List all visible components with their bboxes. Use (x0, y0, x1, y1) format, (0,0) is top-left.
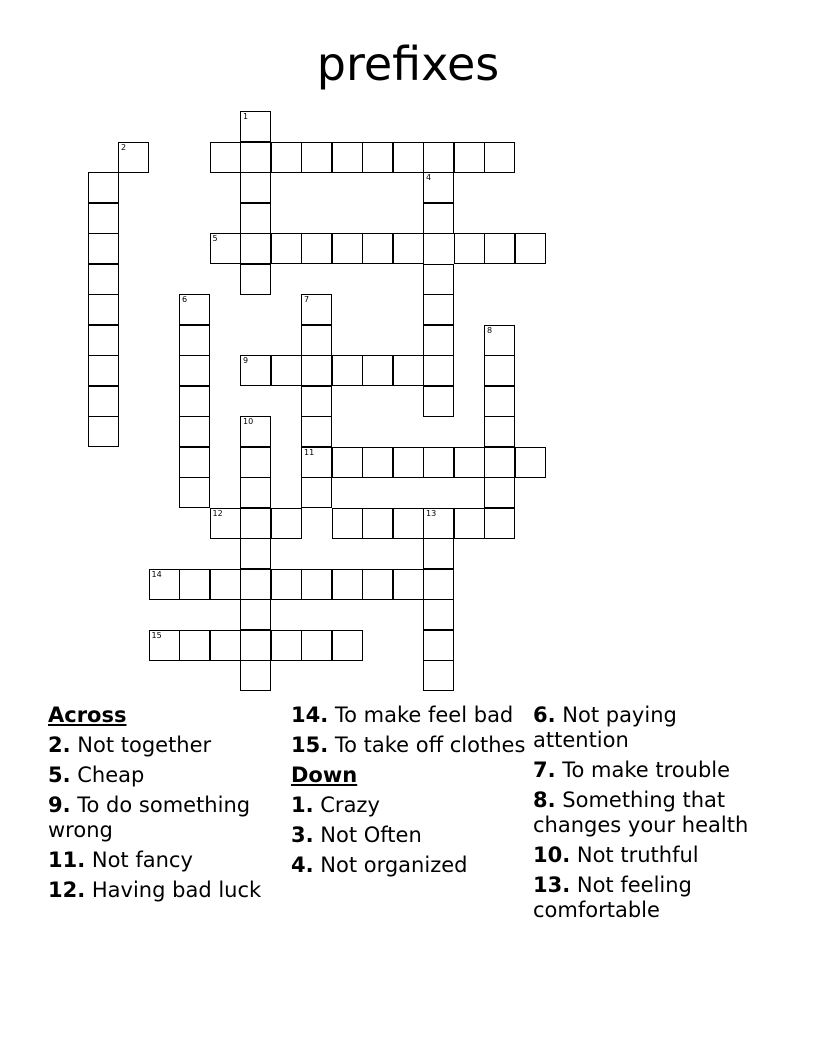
clue-text: Not truthful (570, 843, 699, 867)
clue-number: 14. (291, 703, 329, 727)
clue-text: Not paying attention (533, 703, 677, 752)
grid-cell[interactable] (240, 477, 271, 508)
grid-cell[interactable] (179, 325, 210, 356)
cell-number: 13 (426, 508, 437, 518)
clue-column-3 (533, 703, 769, 928)
clue (533, 788, 769, 838)
clue-number: 2. (48, 733, 71, 757)
grid-cell[interactable] (484, 325, 515, 356)
down-clue-list-continued (533, 703, 769, 923)
cell-number: 1 (243, 112, 249, 121)
clue (48, 733, 284, 758)
cell-number: 14 (151, 569, 162, 579)
grid-cell[interactable] (484, 508, 515, 539)
grid-cell[interactable] (423, 447, 454, 478)
cell-number: 5 (212, 234, 218, 243)
grid-cell[interactable] (179, 569, 210, 600)
grid-cell[interactable] (240, 416, 271, 447)
grid-cell[interactable] (393, 447, 424, 478)
clue-number: 10. (533, 843, 571, 867)
grid-cell[interactable] (301, 630, 332, 661)
clue-number: 6. (533, 703, 556, 727)
clue-column-1 (48, 703, 284, 908)
grid-cell[interactable] (484, 477, 515, 508)
grid-cell[interactable] (423, 660, 454, 691)
clue-number: 12. (48, 878, 86, 902)
grid-cell[interactable] (423, 294, 454, 325)
cell-number: 4 (426, 173, 432, 182)
clue (48, 848, 284, 873)
grid-cell[interactable] (271, 569, 302, 600)
grid-cell[interactable] (88, 264, 119, 295)
grid-cell[interactable] (179, 386, 210, 417)
grid-cell[interactable] (149, 630, 180, 661)
clue-text: Not fancy (85, 848, 193, 872)
grid-cell[interactable] (240, 355, 271, 386)
clue (533, 843, 769, 868)
clue-text: To take off clothes (328, 733, 526, 757)
cell-number: 11 (304, 447, 315, 457)
grid-cell[interactable] (179, 477, 210, 508)
clue-text: Something that changes your health (533, 788, 749, 837)
clue-text: Cheap (70, 763, 145, 787)
clue-text: Crazy (313, 793, 380, 817)
grid-cell[interactable] (240, 111, 271, 142)
grid-cell[interactable] (240, 172, 271, 203)
grid-cell[interactable] (240, 569, 271, 600)
grid-cell[interactable] (484, 416, 515, 447)
grid-cell[interactable] (88, 325, 119, 356)
grid-cell[interactable] (301, 233, 332, 264)
grid-cell[interactable] (454, 508, 485, 539)
clue-number: 13. (533, 873, 571, 897)
grid-cell[interactable] (393, 569, 424, 600)
grid-cell[interactable] (271, 508, 302, 539)
grid-cell[interactable] (362, 355, 393, 386)
grid-cell[interactable] (301, 569, 332, 600)
grid-cell[interactable] (301, 142, 332, 173)
grid-cell[interactable] (88, 203, 119, 234)
grid-cell[interactable] (301, 355, 332, 386)
grid-cell[interactable] (423, 538, 454, 569)
grid-cell[interactable] (271, 233, 302, 264)
grid-cell[interactable] (423, 386, 454, 417)
clue-number: 7. (533, 758, 556, 782)
grid-cell[interactable] (210, 233, 241, 264)
clue-number: 11. (48, 848, 86, 872)
clue-text: To do something wrong (48, 793, 251, 842)
grid-cell[interactable] (210, 630, 241, 661)
cell-number: 10 (243, 417, 254, 426)
grid-cell[interactable] (362, 447, 393, 478)
grid-cell[interactable] (210, 508, 241, 539)
grid-cell[interactable] (271, 355, 302, 386)
grid-cell[interactable] (484, 355, 515, 386)
grid-cell[interactable] (423, 203, 454, 234)
clue-number: 1. (291, 793, 314, 817)
grid-cell[interactable] (240, 660, 271, 691)
grid-cell[interactable] (423, 264, 454, 295)
clue-number: 15. (291, 733, 329, 757)
grid-cell[interactable] (179, 294, 210, 325)
clue (291, 733, 527, 758)
cell-number: 8 (487, 325, 493, 335)
clue-text: To make feel bad (328, 703, 514, 727)
grid-cell[interactable] (301, 294, 332, 325)
grid-cell[interactable] (301, 477, 332, 508)
across-clue-list (48, 733, 284, 903)
page-title: prefixes (316, 37, 500, 91)
grid-cell[interactable] (179, 447, 210, 478)
grid-cell[interactable] (88, 172, 119, 203)
clue-text: Not organized (313, 853, 468, 877)
grid-cell[interactable] (332, 233, 363, 264)
grid-cell[interactable] (88, 233, 119, 264)
clue (533, 758, 769, 783)
grid-cell[interactable] (423, 142, 454, 173)
clue (533, 703, 769, 753)
grid-cell[interactable] (240, 599, 271, 630)
grid-cell[interactable] (454, 233, 485, 264)
grid-cell[interactable] (362, 569, 393, 600)
grid-cell[interactable] (393, 233, 424, 264)
grid-cell[interactable] (88, 416, 119, 447)
grid-cell[interactable] (301, 325, 332, 356)
grid-cell[interactable] (240, 630, 271, 661)
grid-cell[interactable] (484, 142, 515, 173)
clue (291, 853, 527, 878)
grid-cell[interactable] (240, 538, 271, 569)
grid-cell[interactable] (240, 447, 271, 478)
cell-number: 2 (121, 142, 127, 152)
grid-cell[interactable] (393, 355, 424, 386)
grid-cell[interactable] (332, 508, 363, 539)
grid-cell[interactable] (423, 325, 454, 356)
clue-text: To make trouble (555, 758, 731, 782)
clue (533, 873, 769, 923)
cell-number: 12 (212, 508, 223, 518)
clue-number: 9. (48, 793, 71, 817)
down-clue-list (291, 793, 527, 878)
clue-number: 8. (533, 788, 556, 812)
grid-cell[interactable] (271, 142, 302, 173)
grid-cell[interactable] (118, 142, 149, 173)
grid-cell[interactable] (88, 355, 119, 386)
grid-cell[interactable] (515, 447, 546, 478)
clue (48, 793, 284, 843)
clue-text: Having bad luck (85, 878, 262, 902)
grid-cell[interactable] (240, 233, 271, 264)
grid-cell[interactable] (179, 630, 210, 661)
across-clue-list-continued (291, 703, 527, 758)
grid-cell[interactable] (332, 447, 363, 478)
clue-column-2 (291, 703, 527, 883)
grid-cell[interactable] (210, 142, 241, 173)
grid-cell[interactable] (454, 447, 485, 478)
cell-number: 9 (243, 356, 249, 365)
grid-cell[interactable] (271, 630, 302, 661)
cell-number: 15 (151, 630, 162, 640)
grid-cell[interactable] (301, 386, 332, 417)
grid-cell[interactable] (393, 142, 424, 173)
grid-cell[interactable] (301, 447, 332, 478)
grid-cell[interactable] (240, 508, 271, 539)
clue (48, 878, 284, 903)
grid-cell[interactable] (301, 416, 332, 447)
grid-cell[interactable] (423, 355, 454, 386)
grid-cell[interactable] (362, 142, 393, 173)
grid-cell[interactable] (332, 630, 363, 661)
grid-cell[interactable] (423, 630, 454, 661)
down-heading: Down (291, 763, 358, 787)
grid-cell[interactable] (393, 508, 424, 539)
grid-cell[interactable] (332, 142, 363, 173)
grid-cell[interactable] (179, 355, 210, 386)
clue-text: Not Often (313, 823, 422, 847)
grid-cell[interactable] (210, 569, 241, 600)
grid-cell[interactable] (423, 599, 454, 630)
grid-cell[interactable] (423, 508, 454, 539)
clue (291, 823, 527, 848)
grid-cell[interactable] (240, 142, 271, 173)
cell-number: 7 (304, 295, 310, 304)
grid-cell[interactable] (484, 233, 515, 264)
grid-cell[interactable] (362, 233, 393, 264)
clue (291, 703, 527, 728)
grid-cell[interactable] (332, 569, 363, 600)
grid-cell[interactable] (179, 416, 210, 447)
grid-cell[interactable] (240, 264, 271, 295)
grid-cell[interactable] (423, 569, 454, 600)
grid-cell[interactable] (332, 355, 363, 386)
grid-cell[interactable] (515, 233, 546, 264)
clue (291, 793, 527, 818)
clue-text: Not together (70, 733, 212, 757)
clue-text: Not feeling comfortable (533, 873, 692, 922)
grid-cell[interactable] (88, 294, 119, 325)
clue-number: 5. (48, 763, 71, 787)
clue-number: 4. (291, 853, 314, 877)
clue (48, 763, 284, 788)
grid-cell[interactable] (484, 386, 515, 417)
grid-cell[interactable] (454, 142, 485, 173)
grid-cell[interactable] (423, 172, 454, 203)
grid-cell[interactable] (88, 386, 119, 417)
grid-cell[interactable] (484, 447, 515, 478)
grid-cell[interactable] (149, 569, 180, 600)
across-heading: Across (48, 703, 127, 727)
grid-cell[interactable] (362, 508, 393, 539)
grid-cell[interactable] (240, 203, 271, 234)
clue-number: 3. (291, 823, 314, 847)
cell-number: 6 (182, 295, 188, 304)
